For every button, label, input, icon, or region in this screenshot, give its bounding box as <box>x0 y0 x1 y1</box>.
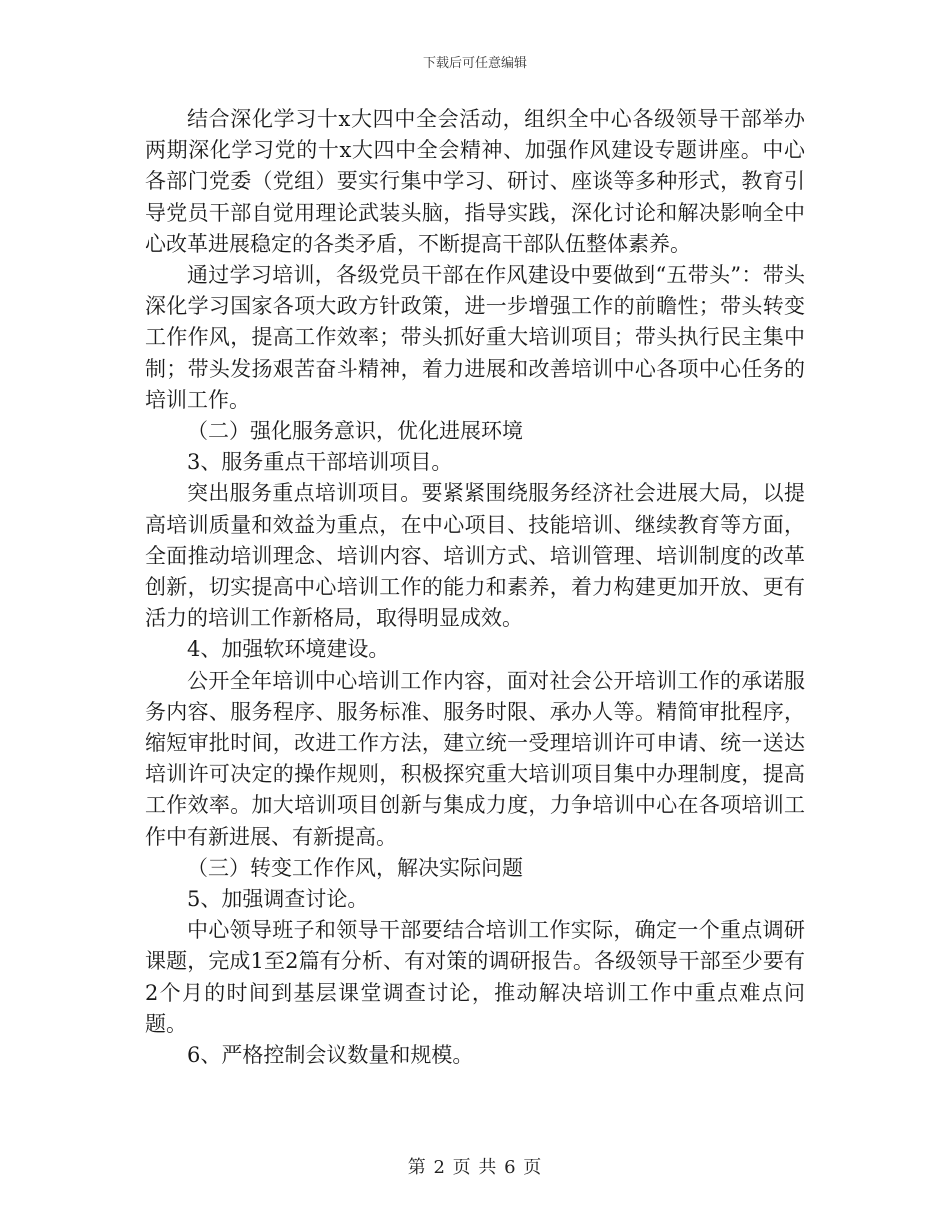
section-heading: （三）转变工作作风，解决实际问题 <box>187 855 523 880</box>
paragraph: 中心领导班子和领导干部要结合培训工作实际，确定一个重点调研课题，完成1至2篇有分析、有对策的调研报告。各级领导干部至少要有2个月的时间到基层课堂调查讨论，推动解决培训工作中重点难点问题。 <box>145 918 805 1036</box>
page-footer: 第 2 页 共 6 页 <box>407 1157 543 1178</box>
paragraph: 公开全年培训中心培训工作内容，面对社会公开培训工作的承诺服务内容、服务程序、服务标准、服务时限、承办人等。精简审批程序，缩短审批时间，改进工作方法，建立统一受理培训许可申请、统一送达培训许可决定的操作规则，积极探究重大培训项目集中办理制度，提高工作效率。加大培训项目创新与集成力度，力争培训中心在各项培训工作中有新进展、有新提高。 <box>145 668 805 849</box>
item-title: 6、严格控制会议数量和规模。 <box>187 1043 474 1068</box>
section-heading: （二）强化服务意识，优化进展环境 <box>187 419 523 444</box>
item-title: 5、加强调查讨论。 <box>187 887 369 912</box>
item-title: 3、服务重点干部培训项目。 <box>187 450 453 475</box>
page-header: 下载后可任意编辑 <box>422 56 527 71</box>
item-title: 4、加强软环境建设。 <box>187 637 390 662</box>
document-body <box>145 104 805 1071</box>
paragraph: 通过学习培训，各级党员干部在作风建设中要做到“五带头”：带头深化学习国家各项大政方针政策，进一步增强工作的前瞻性；带头转变工作作风，提高工作效率；带头抓好重大培训项目；带头执行民主集中制；带头发扬艰苦奋斗精神，着力进展和改善培训中心各项中心任务的培训工作。 <box>145 263 805 412</box>
paragraph: 突出服务重点培训项目。要紧紧围绕服务经济社会进展大局，以提高培训质量和效益为重点，在中心项目、技能培训、继续教育等方面，全面推动培训理念、培训内容、培训方式、培训管理、培训制度的改革创新，切实提高中心培训工作的能力和素养，着力构建更加开放、更有活力的培训工作新格局，取得明显成效。 <box>145 481 805 631</box>
paragraph: 结合深化学习十x大四中全会活动，组织全中心各级领导干部举办两期深化学习党的十x大四中全会精神、加强作风建设专题讲座。中心各部门党委（党组）要实行集中学习、研讨、座谈等多种形式，教育引导党员干部自觉用理论武装头脑，指导实践，深化讨论和解决影响全中心改革进展稳定的各类矛盾，不断提高干部队伍整体素养。 <box>145 107 805 256</box>
